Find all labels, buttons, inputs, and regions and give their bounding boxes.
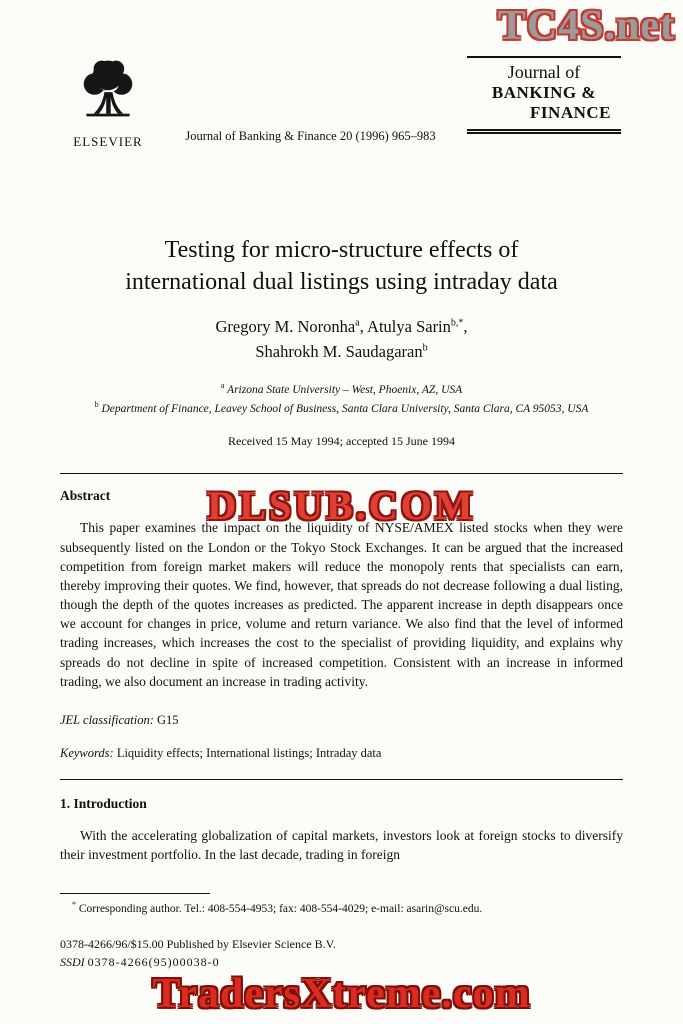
author-affiliation-mark: b,* — [450, 317, 464, 329]
author-separator: , — [359, 316, 368, 336]
affiliation-b — [60, 399, 623, 418]
author-name: Gregory M. Noronha — [215, 316, 356, 336]
watermark-bottom: TradersXtreme.com — [152, 971, 531, 1017]
author-name: Atulya Sarin — [367, 316, 451, 336]
journal-banner-line2: BANKING & — [491, 83, 597, 102]
section-divider-bottom — [60, 779, 623, 780]
author-line-2 — [60, 340, 623, 365]
affiliations — [60, 380, 623, 418]
article-title — [60, 234, 623, 299]
footnote-text: Corresponding author. Tel.: 408-554-4953; fax: 408-554-4029; e-mail: asarin@scu.edu. — [76, 902, 483, 915]
abstract-heading: Abstract — [60, 488, 111, 504]
affiliation-text: Arizona State University – West, Phoenix, AZ, USA — [224, 384, 463, 397]
footnote-rule — [60, 893, 210, 894]
jel-value: G15 — [153, 712, 179, 727]
author-list — [60, 315, 623, 365]
section-divider-top — [60, 473, 623, 474]
jel-label: JEL classification: — [60, 712, 154, 727]
keywords-label: Keywords: — [60, 745, 114, 760]
ssdi-label: SSDI — [60, 954, 88, 969]
watermark-middle: DLSUB.COM — [207, 483, 476, 528]
author-name: Shahrokh M. Saudagaran — [255, 341, 423, 361]
ssdi-value: 0378-4266(95)00038-0 — [87, 954, 220, 969]
ssdi-line — [60, 955, 623, 970]
copyright-line: 0378-4266/96/$15.00 Published by Elsevier Science B.V. — [60, 936, 336, 951]
article-title-line1: Testing for micro-structure effects of — [164, 237, 519, 263]
affiliation-mark: a — [220, 381, 225, 391]
watermark-top: TC4S.net — [497, 3, 675, 49]
affiliation-a — [60, 380, 623, 399]
affiliation-mark: b — [94, 400, 99, 410]
affiliation-text: Department of Finance, Leavey School of Business, Santa Clara University, Santa Clara, CA 95053, USA — [98, 403, 589, 416]
journal-citation: Journal of Banking & Finance 20 (1996) 965–983 — [185, 129, 436, 143]
journal-header — [0, 56, 683, 150]
author-line-1 — [60, 315, 623, 340]
author-separator: , — [463, 316, 468, 336]
corresponding-author-footnote — [60, 900, 623, 915]
journal-banner-line3: FINANCE — [530, 103, 611, 122]
keywords-value: Liquidity effects; International listings; Intraday data — [113, 745, 382, 760]
received-dates: Received 15 May 1994; accepted 15 June 1994 — [228, 434, 455, 449]
elsevier-tree-logo-icon — [72, 56, 144, 130]
abstract-text: This paper examines the impact on the liquidity of NYSE/AMEX listed stocks when they were subsequently listed on the London or the Tokyo Stock Exchanges. It can be argued that the increased competition from foreign market makers will reduce the monopoly rents that specialists can earn, thereby improving their quotes. We find, however, that spreads do not decrease following a dual listing, though the depth of the quotes increases as predicted. The apparent increase in depth disappears once we account for changes in price, volume and return variance. We also find that the level of informed trading increases, which increases the cost to the specialist of providing liquidity, and explains why spreads do not decline in spite of increased competition. Consistent with an increase in informed trading, we also document an increase in trading activity. — [60, 520, 623, 689]
introduction-text: With the accelerating globalization of capital markets, investors look at foreign stocks to diversify their investment portfolio. In the last decade, trading in foreign — [60, 827, 623, 863]
keywords — [60, 746, 623, 761]
publisher-block — [62, 56, 154, 150]
publisher-name: ELSEVIER — [73, 134, 143, 149]
introduction-heading: 1. Introduction — [60, 795, 147, 811]
author-affiliation-mark: a — [355, 317, 360, 329]
article-title-line2: international dual listings using intraday data — [125, 269, 558, 296]
journal-banner-line1: Journal of — [507, 62, 581, 82]
jel-classification — [60, 713, 623, 728]
journal-banner — [467, 56, 621, 134]
author-affiliation-mark: b — [422, 342, 428, 354]
footnote-mark: * — [72, 899, 76, 909]
